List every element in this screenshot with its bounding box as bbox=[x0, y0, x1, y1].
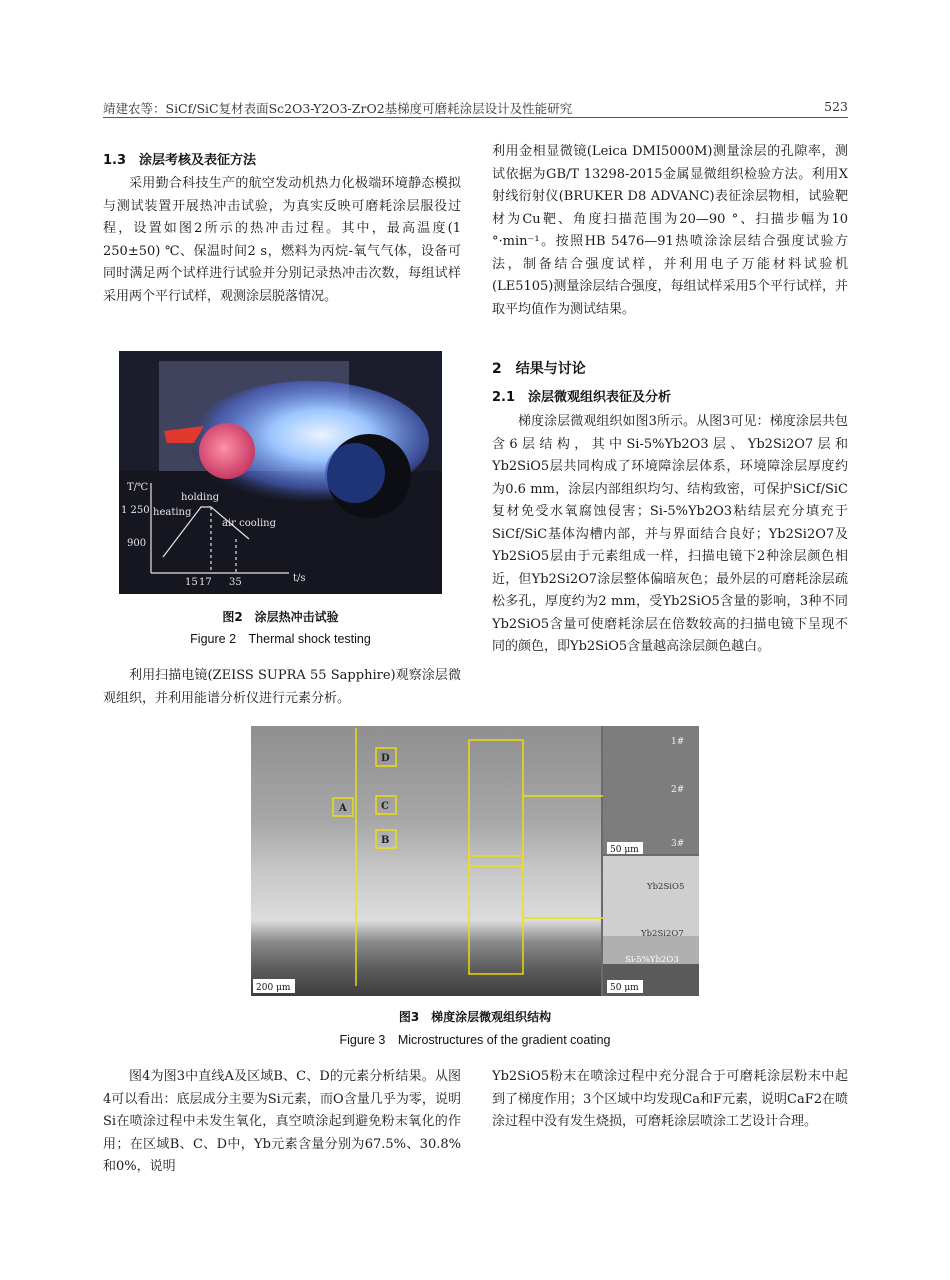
figure-3-micrograph bbox=[251, 726, 699, 996]
running-title: 靖建农等：SiCf/SiC复材表面Sc2O3-Y2O3-ZrO2基梯度可磨耗涂层设计及性能研究 bbox=[103, 101, 573, 116]
page-number: 523 bbox=[824, 99, 848, 114]
fig2-label-holding: holding bbox=[181, 492, 220, 503]
fig3-scale-main: 200 μm bbox=[256, 983, 291, 993]
fig3-scale-inset-bottom: 50 μm bbox=[610, 983, 639, 993]
figure-2-photo bbox=[119, 351, 442, 594]
thermal-shock-photo bbox=[119, 351, 442, 594]
fig2-label-heating: heating bbox=[153, 507, 192, 518]
bottom-right-para: Yb2SiO5粉末在喷涂过程中充分混合于可磨耗涂层粉末中起到了梯度作用；3个区域中均发现Ca和F元素，说明CaF2在喷涂过程中没有发生烧损，可磨耗涂层喷涂工艺设计合理。 bbox=[492, 1069, 848, 1129]
fig3-scale-inset-top: 50 μm bbox=[610, 845, 639, 855]
fig2-x-axis-label: t/s bbox=[293, 573, 306, 584]
fig2-y-tick-900: 900 bbox=[127, 538, 147, 549]
fig3-box-label-d: D bbox=[381, 753, 390, 764]
fig3-layer-si-yb2o3: Si-5%Yb2O3 bbox=[625, 955, 679, 965]
fig3-layer-yb2si2o7: Yb2Si2O7 bbox=[641, 929, 684, 939]
section-1-3-para: 采用勤合科技生产的航空发动机热力化极端环境静态模拟与测试装置开展热冲击试验，为真实反映可磨耗涂层服役过程，设置如图2所示的热冲击过程。其中，最高温度(1 250±50) ℃、保温时间2 s，燃料为丙烷-氧气气体，设备可同时满足两个试样进行试验并分别记录热冲击次数，每组试样采用两个平行试样，观测涂层脱落情况。 bbox=[103, 176, 461, 304]
fig2-x-tick-35: 35 bbox=[229, 577, 242, 588]
fig3-box-label-a: A bbox=[339, 803, 347, 814]
bottom-left-para: 图4为图3中直线A及区域B、C、D的元素分析结果。从图4可以看出：底层成分主要为Si元素，而O含量几乎为零，说明Si在喷涂过程中未发生氧化，真空喷涂起到避免粉末氧化的作用；在区域B、C、D中，Yb元素含量分别为67.5%、30.8%和0%，说明 bbox=[103, 1069, 461, 1174]
fig3-inset-label-1: 1# bbox=[671, 737, 685, 747]
section-2-heading: 2 结果与讨论 bbox=[492, 361, 586, 377]
fig3-layer-yb2sio5: Yb2SiO5 bbox=[647, 882, 685, 892]
fig2-label-air-cooling: air cooling bbox=[222, 518, 276, 529]
figure-2-caption-cn: 图2 涂层热冲击试验 bbox=[222, 610, 339, 624]
gradient-coating-sem bbox=[251, 726, 699, 996]
section-1-3-heading: 1.3 涂层考核及表征方法 bbox=[103, 153, 257, 168]
header-rule bbox=[103, 117, 848, 118]
figure-3-caption-cn: 图3 梯度涂层微观组织结构 bbox=[398, 1010, 552, 1024]
fig3-inset-label-3: 3# bbox=[671, 839, 685, 849]
right-column-para: 利用金相显微镜(Leica DMI5000M)测量涂层的孔隙率，测试依据为GB/T 13298-2015金属显微组织检验方法。利用X射线衍射仪(BRUKER D8 ADVANC)表征涂层物相，试验靶材为Cu靶、角度扫描范围为20—90 °、扫描步幅为10 °·min⁻¹。按照HB 5476—91热喷涂涂层结合强度试验方法，制备结合强度试样，并利用电子万能材料试验机(LE5105)测量涂层结合强度，每组试样采用5个平行试样，并取平均值作为测试结果。 bbox=[492, 144, 848, 317]
section-2-1-para: 梯度涂层微观组织如图3所示。从图3可见：梯度涂层共包含6层结构，其中Si-5%Yb2O3层、Yb2Si2O7层和Yb2SiO5层共同构成了环境障涂层体系，环境障涂层厚度约为0.6 mm，涂层内部组织均匀、结构致密，可保护SiCf/SiC复材免受水氧腐蚀侵害；Si-5%Yb2O3粘结层充分填充于SiCf/SiC基体沟槽内部，并与界面结合良好；Yb2Si2O7及Yb2SiO5层由于元素组成一样，扫描电镜下2种涂层颜色相近，但Yb2Si2O7涂层整体偏暗灰色；最外层的可磨耗涂层疏松多孔，厚度约为2 mm，受Yb2SiO5含量的影响，3种不同Yb2SiO5含量可使磨耗涂层在倍数较高的扫描电镜下呈现不同的颜色，即Yb2SiO5含量越高涂层颜色越白。 bbox=[492, 414, 848, 654]
figure-2-caption-en: Figure 2 Thermal shock testing bbox=[190, 632, 371, 646]
fig3-box-label-c: C bbox=[381, 801, 389, 812]
fig2-y-tick-1250: 1 250 bbox=[121, 505, 150, 516]
fig2-x-tick-15: 15 bbox=[185, 577, 198, 588]
sem-method-para: 利用扫描电镜(ZEISS SUPRA 55 Sapphire)观察涂层微观组织，并利用能谱分析仪进行元素分析。 bbox=[103, 668, 461, 706]
fig2-x-tick-17: 17 bbox=[199, 577, 212, 588]
fig3-inset-label-2: 2# bbox=[671, 785, 685, 795]
section-2-1-heading: 2.1 涂层微观组织表征及分析 bbox=[492, 390, 672, 405]
fig3-box-label-b: B bbox=[381, 835, 390, 846]
figure-3-caption-en: Figure 3 Microstructures of the gradient coating bbox=[339, 1033, 611, 1047]
fig2-y-axis-label: T/℃ bbox=[127, 482, 149, 493]
